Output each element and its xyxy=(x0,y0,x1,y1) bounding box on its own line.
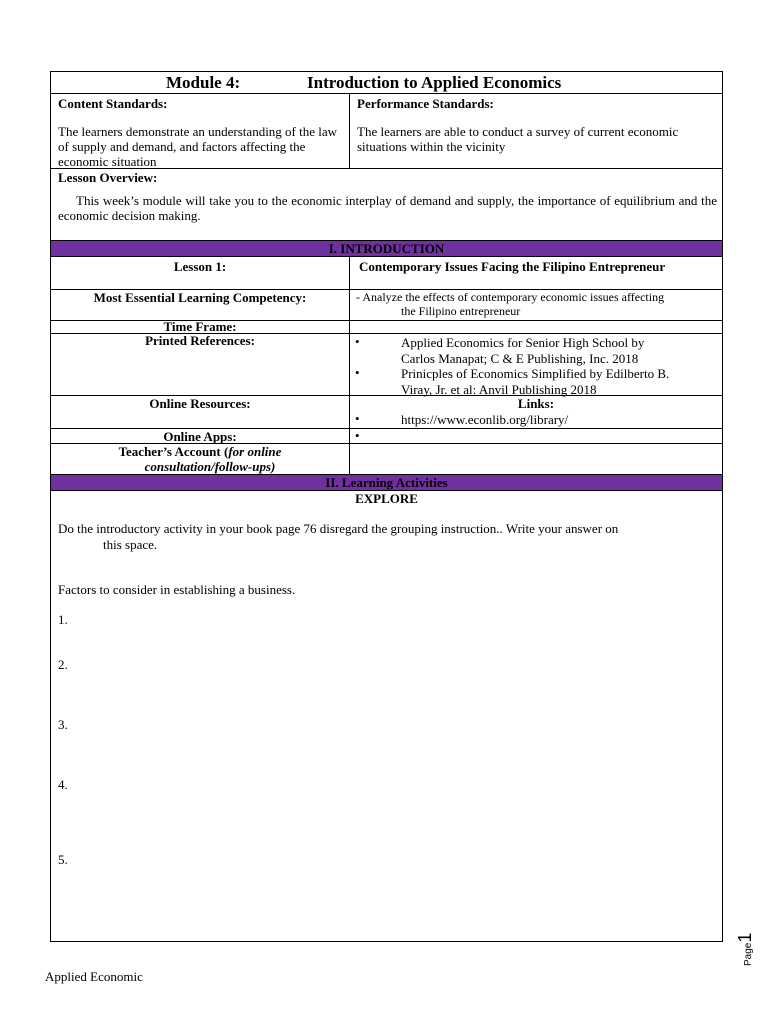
melc-line-2: the Filipino entrepreneur xyxy=(401,304,521,318)
lesson-title-cell xyxy=(350,257,722,290)
teacher-account-label-cell xyxy=(51,444,350,475)
lesson-label-cell xyxy=(51,257,350,290)
page-number-marker xyxy=(735,933,756,966)
printed-reference-1-line-1: Applied Economics for Senior High School by xyxy=(401,335,645,350)
explore-instruction-line-1: Do the introductory activity in your book page 76 disregard the grouping instruction.. Write your answer on xyxy=(58,521,619,536)
melc-label: Most Essential Learning Competency: xyxy=(93,290,307,305)
module-title-row xyxy=(51,72,722,94)
online-apps-label-cell xyxy=(51,429,350,444)
introduction-header: I. INTRODUCTION xyxy=(51,240,722,257)
econlib-link[interactable]: https://www.econlib.org/library/ xyxy=(401,412,569,427)
printed-references-row xyxy=(51,333,722,396)
teacher-account-value-cell xyxy=(350,444,722,475)
printed-reference-2-line-2: Viray, Jr. et al: Anvil Publishing 2018 xyxy=(401,382,597,397)
printed-references-list xyxy=(350,334,722,396)
printed-references-label: Printed References: xyxy=(145,333,255,348)
bullet-icon: • xyxy=(355,365,360,380)
answer-number-3: 3. xyxy=(58,717,68,732)
module-sheet xyxy=(50,71,723,942)
teacher-account-label-italic: for online xyxy=(228,444,282,459)
printed-reference-1-line-2: Carlos Manapat; C & E Publishing, Inc. 2018 xyxy=(401,351,639,366)
page-word: Page xyxy=(743,942,754,966)
lesson-overview-heading: Lesson Overview: xyxy=(58,170,158,185)
bullet-icon: • xyxy=(355,334,360,349)
teacher-account-row xyxy=(51,443,722,475)
explore-section xyxy=(51,490,722,941)
online-resources-label: Online Resources: xyxy=(149,396,251,411)
melc-line-1: - Analyze the effects of contemporary economic issues affecting xyxy=(356,290,665,304)
time-frame-label: Time Frame: xyxy=(163,319,237,334)
content-standards-cell xyxy=(51,94,350,169)
performance-standards-text: The learners are able to conduct a survey of current economic situations within the vicinity xyxy=(357,124,679,154)
online-resources-row xyxy=(51,395,722,429)
online-resources-label-cell xyxy=(51,396,350,429)
module-title: Introduction to Applied Economics xyxy=(307,73,562,92)
lesson-overview-row xyxy=(51,168,722,241)
performance-standards-cell xyxy=(350,94,722,169)
content-standards-text: The learners demonstrate an understanding of the law of supply and demand, and factors affecting the economic situation xyxy=(58,124,338,169)
lesson-overview-text: This week’s module will take you to the economic interplay of demand and supply, the importance of equilibrium and the economic decision making. xyxy=(58,193,717,223)
page-number: 1 xyxy=(735,932,755,943)
explore-heading: EXPLORE xyxy=(355,491,418,506)
lesson-row xyxy=(51,256,722,290)
answer-number-2: 2. xyxy=(58,657,68,672)
factors-prompt: Factors to consider in establishing a business. xyxy=(58,582,296,597)
melc-label-cell xyxy=(51,290,350,321)
teacher-account-label xyxy=(51,444,349,459)
standards-row xyxy=(51,93,722,169)
online-resources-links-cell xyxy=(350,396,722,429)
learning-activities-header: II. Learning Activities xyxy=(51,474,722,491)
online-apps-row xyxy=(51,428,722,444)
teacher-account-label-text: Teacher’s Account ( xyxy=(118,444,229,459)
bullet-icon: • xyxy=(355,411,360,426)
time-frame-row xyxy=(51,320,722,334)
online-apps-label: Online Apps: xyxy=(163,429,237,444)
lesson-title: Contemporary Issues Facing the Filipino Entrepreneur xyxy=(359,259,666,274)
melc-row xyxy=(51,289,722,321)
lesson-label: Lesson 1: xyxy=(173,259,227,274)
module-label: Module 4: xyxy=(166,73,241,92)
melc-text-cell xyxy=(350,290,722,321)
online-apps-list xyxy=(350,429,722,444)
printed-reference-2-line-1: Prinicples of Economics Simplified by Edilberto B. xyxy=(401,366,670,381)
answer-number-5: 5. xyxy=(58,852,68,867)
explore-instruction-line-2: this space. xyxy=(103,537,158,552)
answer-number-1: 1. xyxy=(58,612,68,627)
answer-number-4: 4. xyxy=(58,777,68,792)
teacher-account-label-line-2: consultation/follow-ups) xyxy=(144,459,276,474)
bullet-icon: • xyxy=(355,428,360,443)
performance-standards-heading: Performance Standards: xyxy=(357,96,494,111)
links-label: Links: xyxy=(517,396,555,411)
printed-references-label-cell xyxy=(51,334,350,396)
footer-subject: Applied Economic xyxy=(45,969,143,984)
content-standards-heading: Content Standards: xyxy=(58,96,168,111)
